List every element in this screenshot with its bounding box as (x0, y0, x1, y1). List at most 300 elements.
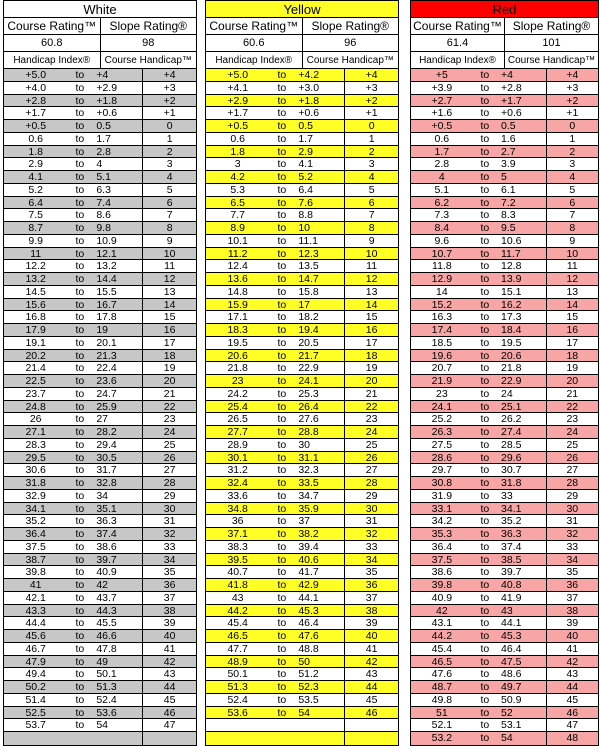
table-row (206, 146, 398, 159)
table-row (411, 362, 598, 375)
index-low: 31.2 (227, 464, 248, 477)
index-high: 31.1 (298, 451, 319, 464)
course-handicap (142, 732, 196, 745)
index-low: 28.6 (431, 451, 453, 464)
range-separator: to (277, 209, 287, 222)
index-low: 1.8 (230, 145, 245, 158)
index-low: 37.1 (227, 528, 248, 540)
range-separator: to (480, 324, 490, 336)
course-handicap: +4 (546, 69, 598, 81)
range-separator: to (75, 196, 85, 209)
table-row (411, 452, 598, 465)
table-row (4, 605, 196, 618)
index-low: 40.7 (227, 566, 248, 579)
index-low: 30.1 (227, 451, 248, 464)
range-separator: to (277, 668, 287, 681)
index-high: 4 (96, 158, 103, 171)
index-high: 28.2 (96, 426, 117, 438)
course-handicap: 44 (142, 681, 196, 693)
index-low: 53.6 (227, 706, 248, 719)
course-handicap: 13 (546, 286, 598, 298)
course-handicap: 14 (142, 299, 196, 311)
index-high: 38.5 (501, 553, 522, 566)
table-row (206, 133, 398, 146)
course-handicap: 36 (546, 579, 598, 591)
index-low: 16.8 (25, 311, 46, 324)
index-low: 10.1 (227, 234, 248, 247)
index-low: +1.7 (25, 107, 47, 120)
index-low: +5 (435, 69, 448, 81)
table-row (411, 286, 598, 299)
course-handicap: 27 (344, 464, 398, 476)
course-handicap: 37 (546, 592, 598, 604)
range-separator: to (75, 362, 85, 375)
course-handicap: +4 (142, 69, 196, 81)
table-row (206, 107, 398, 120)
index-high: 22.9 (501, 375, 522, 387)
range-separator: to (480, 362, 490, 375)
course-handicap: 43 (546, 668, 598, 680)
index-high: 11.1 (298, 234, 318, 247)
index-low: 15.9 (227, 298, 248, 311)
table-row (206, 464, 398, 477)
range-separator (269, 719, 294, 731)
index-high: 34 (96, 489, 108, 502)
index-low: 26 (29, 413, 42, 426)
index-high: 25.1 (501, 400, 522, 413)
table-row (206, 592, 398, 605)
range-separator: to (480, 336, 490, 349)
course-handicap: 34 (142, 554, 196, 566)
range-separator: to (75, 247, 85, 260)
range-separator: to (480, 477, 490, 489)
index-low: 16.3 (431, 311, 453, 324)
range-separator: to (277, 566, 287, 579)
index-high: 40.8 (501, 579, 522, 591)
table-row (206, 681, 398, 694)
index-high: 42.9 (298, 579, 319, 591)
index-high: 46.4 (501, 642, 522, 655)
table-row (4, 248, 196, 261)
index-high: 28.8 (298, 426, 319, 438)
index-high: 19 (96, 324, 108, 336)
index-low: 2.8 (434, 158, 450, 171)
index-low: 17.9 (25, 324, 46, 336)
range-separator: to (75, 298, 85, 311)
slope-rating-value: 98 (100, 35, 197, 51)
course-handicap: +4 (344, 69, 398, 81)
range-separator: to (75, 642, 85, 655)
index-high: 52 (501, 706, 513, 719)
range-separator: to (277, 706, 287, 719)
table-row (4, 528, 196, 541)
course-handicap: 4 (142, 171, 196, 183)
course-handicap: 15 (142, 311, 196, 323)
table-row (4, 324, 196, 337)
course-handicap: 32 (546, 528, 598, 540)
index-high: 53.1 (501, 719, 522, 732)
index-high: 5.2 (298, 171, 313, 183)
index-high: 17 (298, 298, 310, 311)
index-high: +4 (501, 69, 513, 81)
course-handicap: 9 (344, 235, 398, 247)
index-high: 53.5 (298, 693, 319, 706)
course-handicap: 4 (546, 171, 598, 183)
index-low: 46.7 (25, 642, 46, 655)
course-handicap: 1 (344, 133, 398, 145)
table-row (4, 643, 196, 656)
index-high: 34.1 (501, 502, 522, 515)
course-handicap: +1 (344, 107, 398, 119)
course-rating-label: Course Rating™ (413, 19, 502, 33)
index-high: 47.6 (298, 630, 319, 642)
range-separator: to (480, 413, 490, 426)
index-low: 49.8 (431, 693, 453, 706)
index-low: 42 (436, 604, 448, 617)
table-row (206, 707, 398, 720)
index-low: 48.9 (227, 655, 248, 668)
table-row (411, 260, 598, 273)
range-separator: to (75, 719, 85, 732)
handicap-index-header: Handicap Index® (215, 55, 293, 66)
range-separator: to (277, 336, 287, 349)
range-separator: to (480, 706, 490, 719)
index-low: 39.8 (25, 566, 46, 579)
index-high: 39.4 (298, 540, 319, 553)
course-handicap: 17 (344, 337, 398, 349)
index-high: 12.1 (96, 247, 117, 260)
index-low: +3.9 (431, 81, 453, 94)
course-handicap: 8 (142, 222, 196, 234)
index-low: 38.6 (431, 566, 453, 579)
table-row (4, 426, 196, 439)
range-separator: to (480, 311, 490, 324)
index-high: 50.1 (96, 668, 117, 681)
course-handicap: 18 (546, 350, 598, 362)
course-handicap: 45 (142, 694, 196, 706)
index-low: 23 (436, 387, 448, 400)
index-low: 34.2 (431, 515, 453, 528)
index-high: 45.3 (501, 630, 522, 642)
index-high: 36.3 (96, 515, 117, 528)
index-high: 0.5 (298, 120, 313, 132)
course-handicap: 11 (142, 260, 196, 272)
range-separator: to (75, 183, 85, 196)
index-low: 20.6 (227, 349, 248, 362)
index-high: 43.7 (96, 591, 117, 604)
index-high: 7.4 (96, 196, 111, 209)
range-separator: to (480, 222, 490, 234)
index-high: 35.2 (501, 515, 522, 528)
table-row (411, 158, 598, 171)
table-row (4, 235, 196, 248)
table-row (206, 171, 398, 184)
index-low: 34.1 (25, 502, 46, 515)
index-high: 13.9 (501, 273, 522, 285)
index-low: 29.7 (431, 464, 453, 477)
index-high: 21.3 (96, 349, 117, 362)
range-separator: to (75, 528, 85, 540)
index-low: 28.3 (25, 438, 46, 451)
course-handicap: 8 (546, 222, 598, 234)
index-high: 49.7 (501, 681, 522, 693)
index-high: +4 (96, 69, 109, 81)
index-low: 51 (436, 706, 448, 719)
index-low: 21.9 (431, 375, 453, 387)
index-high: 10.6 (501, 234, 522, 247)
range-separator: to (75, 349, 85, 362)
course-handicap: +2 (344, 95, 398, 107)
index-low: 19.6 (431, 349, 453, 362)
course-handicap: 28 (142, 477, 196, 489)
table-row (206, 120, 398, 133)
index-low: 24.2 (227, 387, 248, 400)
index-low (4, 732, 67, 745)
range-separator: to (277, 681, 287, 693)
index-low: 36.4 (431, 540, 453, 553)
index-low: 44.2 (227, 604, 248, 617)
index-low: 27.1 (25, 426, 46, 438)
index-low: 52.4 (227, 693, 248, 706)
index-high: 23.6 (96, 375, 117, 387)
table-row (411, 69, 598, 82)
range-separator: to (75, 668, 85, 681)
course-handicap: 1 (142, 133, 196, 145)
course-handicap: 20 (546, 375, 598, 387)
index-high: 42 (96, 579, 108, 591)
range-separator: to (277, 158, 287, 171)
course-handicap: +3 (546, 82, 598, 94)
course-handicap: 7 (546, 209, 598, 221)
table-row (206, 260, 398, 273)
range-separator: to (277, 451, 287, 464)
table-row (206, 375, 398, 388)
range-separator: to (277, 553, 287, 566)
column-headers-row (206, 52, 398, 69)
index-low: 51.3 (227, 681, 248, 693)
table-row (206, 668, 398, 681)
range-separator: to (480, 298, 490, 311)
index-high: 17.3 (501, 311, 522, 324)
index-high: 20.6 (501, 349, 522, 362)
index-high: 34.7 (298, 489, 319, 502)
index-high: 3.9 (501, 158, 516, 171)
index-low: +0.5 (227, 120, 249, 132)
index-high: 32.3 (298, 464, 319, 477)
course-handicap: +3 (344, 82, 398, 94)
rating-values-row (206, 35, 398, 52)
course-handicap: 11 (546, 260, 598, 272)
range-separator: to (277, 438, 287, 451)
range-separator: to (480, 375, 490, 387)
index-low: 31.9 (431, 489, 453, 502)
table-row (4, 260, 196, 273)
range-separator: to (480, 400, 490, 413)
index-low: 18.3 (227, 324, 248, 336)
table-row (411, 120, 598, 133)
range-separator: to (277, 502, 287, 515)
range-separator: to (480, 617, 490, 630)
course-handicap: 29 (546, 490, 598, 502)
course-handicap: 12 (344, 273, 398, 285)
index-high: 20.1 (96, 336, 117, 349)
index-high: +0.6 (96, 107, 118, 120)
index-high: 27.6 (298, 413, 319, 426)
range-separator: to (480, 579, 490, 591)
range-separator: to (277, 413, 287, 426)
range-separator: to (480, 349, 490, 362)
course-handicap: 7 (142, 209, 196, 221)
table-row (206, 426, 398, 439)
index-high: 54 (96, 719, 108, 732)
table-row (206, 541, 398, 554)
index-high (92, 732, 142, 745)
index-high: 22.9 (298, 362, 319, 375)
course-handicap: 14 (546, 299, 598, 311)
range-separator: to (75, 451, 85, 464)
index-low: 13.2 (25, 273, 46, 285)
table-row (4, 719, 196, 732)
range-separator: to (480, 693, 490, 706)
table-row (4, 311, 196, 324)
table-row (206, 732, 398, 745)
range-separator: to (277, 642, 287, 655)
range-separator: to (75, 81, 85, 94)
table-row (4, 668, 196, 681)
index-low: 46.5 (227, 630, 248, 642)
table-row (411, 413, 598, 426)
table-row (411, 681, 598, 694)
range-separator: to (480, 132, 490, 145)
table-row (206, 566, 398, 579)
course-handicap: 2 (344, 146, 398, 158)
table-row (411, 439, 598, 452)
range-separator: to (277, 196, 287, 209)
course-handicap: 38 (344, 605, 398, 617)
course-handicap: 25 (546, 439, 598, 451)
index-low: 12.9 (431, 273, 453, 285)
index-low: 45.4 (227, 617, 248, 630)
course-handicap: 5 (344, 184, 398, 196)
range-separator: to (480, 515, 490, 528)
index-low: 8.9 (230, 222, 245, 234)
range-separator: to (480, 94, 490, 107)
range-separator: to (75, 681, 85, 693)
course-handicap: 39 (344, 617, 398, 629)
table-row (206, 388, 398, 401)
range-separator: to (480, 247, 490, 260)
index-high: 40.6 (298, 553, 319, 566)
index-low: 5.3 (230, 183, 245, 196)
course-handicap: 46 (546, 707, 598, 719)
table-row (206, 617, 398, 630)
index-high: 49 (96, 655, 108, 668)
range-separator: to (75, 604, 85, 617)
range-separator: to (277, 247, 287, 260)
range-separator: to (480, 285, 490, 298)
range-separator: to (75, 120, 85, 132)
index-low: 27.7 (227, 426, 248, 438)
course-handicap: 24 (344, 426, 398, 438)
course-handicap: 25 (142, 439, 196, 451)
index-low: +4.1 (227, 81, 249, 94)
range-separator: to (75, 566, 85, 579)
course-handicap: 37 (142, 592, 196, 604)
course-handicap: +3 (142, 82, 196, 94)
index-low: 15.2 (431, 298, 453, 311)
range-separator: to (277, 349, 287, 362)
table-row (411, 554, 598, 567)
index-low: +1.7 (227, 107, 249, 120)
course-handicap: 27 (546, 464, 598, 476)
index-low: 23 (231, 375, 244, 387)
range-separator: to (75, 706, 85, 719)
index-high: 43 (501, 604, 513, 617)
index-low: 12.4 (227, 260, 248, 273)
index-high: 8.6 (96, 209, 111, 222)
index-high: 9.5 (501, 222, 516, 234)
course-handicap: 36 (344, 579, 398, 591)
table-row (206, 503, 398, 516)
index-high: 36.3 (501, 528, 522, 540)
course-handicap: 29 (142, 490, 196, 502)
table-row (411, 503, 598, 516)
index-high: 51.3 (96, 681, 117, 693)
slope-rating-value: 96 (302, 35, 399, 51)
index-low (206, 719, 269, 731)
rating-values-row (4, 35, 196, 52)
index-low: 9.9 (28, 234, 43, 247)
white-tee-panel (3, 0, 197, 746)
index-low: 53.7 (25, 719, 46, 732)
table-row (411, 401, 598, 414)
range-separator: to (75, 273, 85, 285)
index-low: 33.6 (227, 489, 248, 502)
index-low: 26.3 (431, 426, 453, 438)
range-separator: to (480, 451, 490, 464)
index-low: 1.7 (434, 145, 450, 158)
course-handicap: 28 (546, 477, 598, 489)
range-separator: to (480, 171, 490, 183)
table-row (411, 617, 598, 630)
table-row (4, 171, 196, 184)
table-row (206, 158, 398, 171)
index-low: 10.7 (431, 247, 453, 260)
table-row (4, 515, 196, 528)
course-handicap: +1 (142, 107, 196, 119)
range-separator: to (277, 132, 287, 145)
index-high: +0.6 (501, 107, 522, 120)
range-separator: to (277, 540, 287, 553)
range-separator: to (75, 630, 85, 642)
slope-rating-label: Slope Rating® (100, 18, 197, 34)
table-row (206, 439, 398, 452)
table-row (411, 248, 598, 261)
table-row (206, 413, 398, 426)
index-high: 0.5 (96, 120, 111, 132)
range-separator: to (75, 477, 85, 489)
range-separator: to (277, 69, 287, 81)
range-separator: to (480, 553, 490, 566)
range-separator: to (480, 732, 490, 744)
index-low: 25.2 (431, 413, 453, 426)
index-low: 4.1 (28, 171, 43, 183)
course-handicap: 31 (142, 515, 196, 527)
index-low: 47.9 (25, 655, 46, 668)
course-handicap: 5 (142, 184, 196, 196)
index-low: 17.1 (227, 311, 248, 324)
course-handicap: 21 (546, 388, 598, 400)
